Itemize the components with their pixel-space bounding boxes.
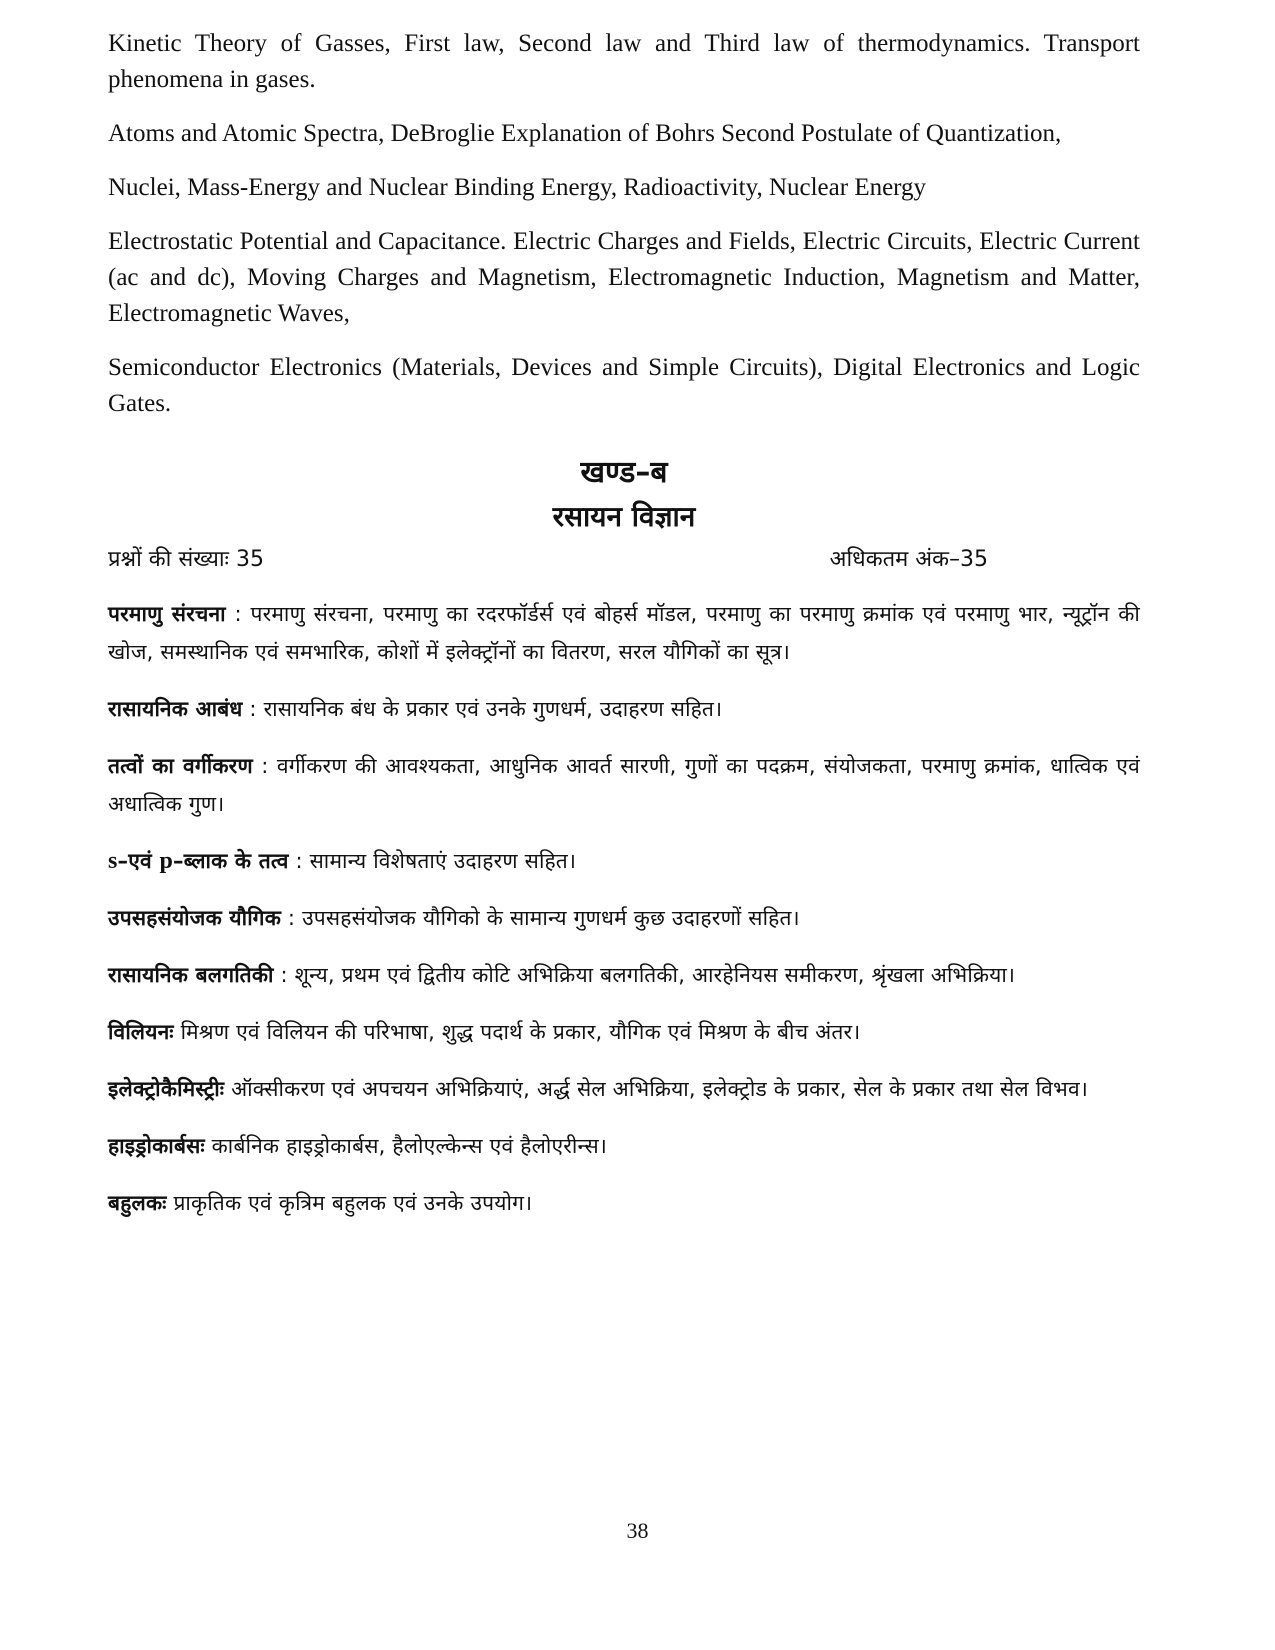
physics-topic-electrostatics: Electrostatic Potential and Capacitance. Electric Charges and Fields, Electric Circuits, Electric Current (ac and dc), Moving Charges and Magnetism, Electromagnetic Induction, Magnetism and Matter, Electromagnetic Waves, xyxy=(108,228,1140,327)
physics-topic-thermodynamics: Kinetic Theory of Gasses, First law, Second law and Third law of thermodynamics. Transport phenomena in gases. xyxy=(108,30,1140,93)
topic-text: ऑक्सीकरण एवं अपचयन अभिक्रियाएं, अर्द्ध सेल अभिक्रिया, इलेक्ट्रोड के प्रकार, सेल के प्रकार तथा सेल विभव। xyxy=(231,1077,1089,1101)
topic-text: रासायनिक बंध के प्रकार एवं उनके गुणधर्म, उदाहरण सहित। xyxy=(263,697,723,721)
topic-term: रासायनिक आबंध xyxy=(108,697,243,721)
chem-topic-chemical-bonding xyxy=(108,690,1140,728)
topic-text: सामान्य विशेषताएं उदाहरण सहित। xyxy=(309,849,577,873)
topic-term: रासायनिक बलगतिकी xyxy=(108,963,274,987)
chem-topic-coordination xyxy=(108,899,1140,937)
topic-separator: : xyxy=(281,906,303,930)
topic-term: विलियनः xyxy=(108,1020,174,1044)
chem-topic-hydrocarbons xyxy=(108,1127,1140,1165)
topic-separator xyxy=(174,1020,181,1044)
chem-topic-polymers xyxy=(108,1184,1140,1222)
page-number: 38 xyxy=(626,1518,649,1543)
topic-term-s: s xyxy=(108,848,118,874)
topic-term: परमाणु संरचना xyxy=(108,602,226,626)
topic-text: वर्गीकरण की आवश्यकता, आधुनिक आवर्त सारणी, गुणों का पदक्रम, संयोजकता, परमाणु क्रमांक, धात्विक एवं अधात्विक गुण। xyxy=(108,754,1140,816)
chem-topic-s-p-block xyxy=(108,842,1140,880)
topic-text: प्राकृतिक एवं कृत्रिम बहुलक एवं उनके उपयोग। xyxy=(173,1191,533,1215)
topic-separator: : xyxy=(225,602,251,626)
topic-term-p: p xyxy=(159,848,174,874)
chem-topic-solutions xyxy=(108,1013,1140,1051)
physics-topic-nuclei: Nuclei, Mass-Energy and Nuclear Binding Energy, Radioactivity, Nuclear Energy xyxy=(108,174,927,201)
section-title: खण्ड–ब xyxy=(580,455,668,490)
topic-term: हाइड्रोकार्बसः xyxy=(108,1134,205,1158)
physics-topic-atoms: Atoms and Atomic Spectra, DeBroglie Explanation of Bohrs Second Postulate of Quantization, xyxy=(108,120,1062,147)
topic-term-mid: –एवं xyxy=(117,849,160,873)
topic-text: उपसहसंयोजक यौगिको के सामान्य गुणधर्म कुछ उदाहरणों सहित। xyxy=(302,906,800,930)
topic-text: परमाणु संरचना, परमाणु का रदरफॉर्डर्स एवं बोहर्स मॉडल, परमाणु का परमाणु क्रमांक एवं परमाणु भार, न्यूट्रॉन की खोज, समस्थानिक एवं समभारिक, कोशों में इलेक्ट्रॉनों का वितरण, सरल यौगिकों का सूत्र। xyxy=(108,602,1140,664)
questions-count: प्रश्नों की संख्याः 35 xyxy=(108,547,264,572)
topic-text: मिश्रण एवं विलियन की परिभाषा, शुद्ध पदार्थ के प्रकार, यौगिक एवं मिश्रण के बीच अंतर। xyxy=(180,1020,861,1044)
topic-term: तत्वों का वर्गीकरण xyxy=(108,754,253,778)
topic-text: कार्बनिक हाइड्रोकार्बस, हैलोएल्केन्स एवं हैलोएरीन्स। xyxy=(211,1134,608,1158)
chem-topic-classification xyxy=(108,747,1140,823)
document-page xyxy=(108,26,1140,1241)
topic-separator: : xyxy=(252,754,277,778)
subject-title: रसायन विज्ञान xyxy=(552,500,696,533)
topic-term: उपसहसंयोजक यौगिक xyxy=(108,906,282,930)
topic-term: इलेक्ट्रोकैमिस्ट्रीः xyxy=(108,1077,225,1101)
topic-separator xyxy=(205,1134,212,1158)
topic-separator: : xyxy=(242,697,264,721)
exam-meta-row xyxy=(108,543,1140,573)
physics-topic-semiconductors: Semiconductor Electronics (Materials, Devices and Simple Circuits), Digital Electronics and Logic Gates. xyxy=(108,354,1140,417)
chem-topic-kinetics xyxy=(108,956,1140,994)
topic-term: बहुलकः xyxy=(108,1191,167,1215)
topic-separator: : xyxy=(288,849,310,873)
chem-topic-atomic-structure xyxy=(108,595,1140,671)
max-marks: अधिकतम अंक–35 xyxy=(829,547,988,572)
topic-text: शून्य, प्रथम एवं द्वितीय कोटि अभिक्रिया बलगतिकी, आरहेनियस समीकरण, श्रृंखला अभिक्रिया। xyxy=(294,963,1016,987)
chem-topic-electrochemistry xyxy=(108,1070,1140,1108)
topic-term-mid: –ब्लाक के तत्व xyxy=(173,849,289,873)
topic-separator: : xyxy=(273,963,295,987)
